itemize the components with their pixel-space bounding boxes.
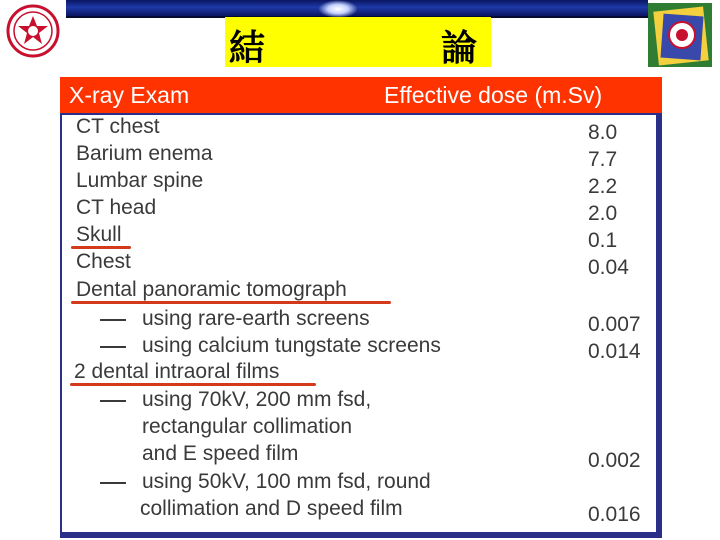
- row-value: 2.0: [588, 202, 618, 225]
- university-emblem-right-logo: [648, 3, 712, 67]
- row-label: using rare-earth screens: [142, 307, 370, 330]
- intraoral-films-underline: [70, 383, 316, 386]
- row-value: 0.002: [588, 449, 641, 472]
- dash-marker: [100, 346, 126, 348]
- row-value: 2.2: [588, 175, 618, 198]
- row-value: 0.016: [588, 503, 641, 526]
- row-value: 0.04: [588, 256, 629, 279]
- row-label: using 50kV, 100 mm fsd, round: [142, 470, 431, 493]
- scanned-table: [62, 115, 656, 532]
- row-label: CT head: [76, 196, 157, 219]
- row-label: using calcium tungstate screens: [142, 334, 441, 357]
- row-value: 7.7: [588, 148, 618, 171]
- dash-marker: [100, 400, 126, 402]
- row-label: CT chest: [76, 115, 160, 138]
- row-label: 2 dental intraoral films: [74, 360, 280, 383]
- row-label: using 70kV, 200 mm fsd,: [142, 388, 372, 411]
- row-label: Chest: [76, 250, 131, 273]
- dash-marker: [100, 482, 126, 484]
- table-header: [60, 77, 662, 113]
- row-label: Lumbar spine: [76, 169, 204, 192]
- skull-underline: [71, 246, 131, 249]
- banner-light-flare: [318, 0, 358, 18]
- slide-title: [225, 17, 491, 67]
- row-label: Barium enema: [76, 142, 213, 165]
- title-char-left: 結: [229, 27, 266, 69]
- row-value: 0.014: [588, 340, 641, 363]
- row-label: Dental panoramic tomograph: [76, 278, 347, 301]
- university-seal-left-logo: [6, 4, 60, 58]
- row-label: rectangular collimation: [142, 415, 353, 438]
- row-label: Skull: [76, 223, 122, 246]
- row-value: 0.007: [588, 313, 641, 336]
- row-label: collimation and D speed film: [140, 497, 403, 520]
- row-value: 8.0: [588, 121, 618, 144]
- header-xray-exam: X-ray Exam: [69, 82, 190, 108]
- dash-marker: [100, 319, 126, 321]
- title-char-right: 論: [440, 27, 477, 69]
- header-effective-dose: Effective dose (m.Sv): [384, 82, 603, 108]
- row-value: 0.1: [588, 229, 618, 252]
- row-label: and E speed film: [142, 442, 299, 465]
- dental-panoramic-underline: [71, 301, 391, 304]
